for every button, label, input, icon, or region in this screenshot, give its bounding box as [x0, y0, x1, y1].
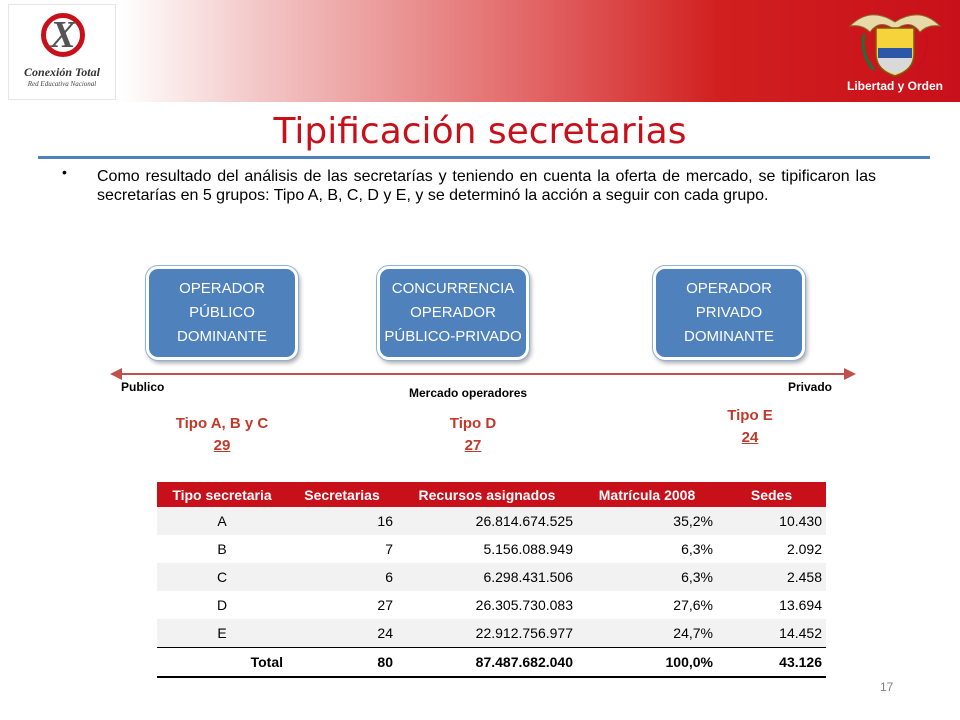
table-row: [157, 563, 826, 591]
cell-recursos: 5.156.088.949: [483, 541, 573, 557]
axis-label-market: Mercado operadores: [409, 386, 528, 400]
cell-recursos: 26.305.730.083: [475, 597, 573, 613]
cell-recursos: 22.912.756.977: [397, 619, 577, 648]
cell-recursos: 6.298.431.506: [397, 563, 577, 591]
box-private-dominant: OPERADOR PRIVADO DOMINANTE: [653, 266, 805, 360]
cell-secretarias: 27: [377, 597, 393, 613]
table-row: [157, 591, 826, 619]
group-d-count: 27: [464, 437, 482, 454]
cell-sedes: 2.092: [786, 541, 822, 557]
cell-tipo: D: [216, 597, 228, 613]
logo-x-icon: X: [50, 14, 76, 56]
total-secretarias: 80: [287, 648, 397, 678]
header-recursos: Recursos asignados: [397, 482, 577, 507]
logo-subtitle: Red Educativa Nacional: [27, 80, 97, 88]
total-recursos: 87.487.682.040: [397, 648, 577, 678]
secretarias-table: [157, 482, 826, 678]
group-abc-count: 29: [213, 437, 231, 454]
header-matricula: Matrícula 2008: [577, 482, 717, 507]
cell-matricula: 6,3%: [577, 563, 717, 591]
box-concurrence: CONCURRENCIA OPERADOR PÚBLICO-PRIVADO: [377, 266, 529, 360]
table-row: [157, 535, 826, 563]
group-d: [423, 413, 523, 457]
title-divider: [38, 156, 930, 159]
logo-name: Conexión Total: [24, 65, 100, 79]
cell-matricula: 35,2%: [577, 507, 717, 535]
cell-tipo: C: [157, 563, 287, 591]
cell-matricula: 6,3%: [681, 541, 713, 557]
box-public-dominant: OPERADOR PÚBLICO DOMINANTE: [146, 266, 298, 360]
market-axis: [108, 362, 858, 386]
page-title: Tipificación secretarias: [273, 111, 687, 152]
table-row: [157, 507, 826, 535]
cell-secretarias: 6: [287, 563, 397, 591]
group-e: [700, 405, 800, 449]
group-abc-label: Tipo A, B y C: [175, 415, 269, 432]
bullet-icon: •: [62, 164, 67, 180]
group-abc: [162, 413, 282, 457]
cell-recursos: 26.814.674.525: [397, 507, 577, 535]
conexion-total-logo: [8, 4, 116, 100]
group-e-count: 24: [741, 429, 759, 446]
group-e-label: Tipo E: [727, 407, 773, 424]
cell-tipo: E: [157, 619, 287, 648]
table-row: [157, 619, 826, 648]
header-secretarias: Secretarias: [287, 482, 397, 507]
total-matricula: 100,0%: [577, 648, 717, 678]
header-sedes: Sedes: [717, 482, 826, 507]
table-header-row: [157, 482, 826, 507]
cell-matricula: 27,6%: [673, 597, 713, 613]
axis-label-public: Publico: [121, 380, 165, 394]
table-total-row: [157, 648, 826, 678]
motto-text: Libertad y Orden: [846, 79, 944, 93]
total-label: Total: [157, 648, 287, 678]
cell-matricula: 24,7%: [577, 619, 717, 648]
header-band: [0, 0, 960, 102]
cell-tipo: A: [157, 507, 287, 535]
cell-sedes: 10.430: [717, 507, 826, 535]
cell-tipo: B: [217, 541, 227, 557]
arrow-right-icon: [844, 368, 856, 380]
header-tipo: Tipo secretaria: [157, 482, 287, 507]
cell-sedes: 13.694: [779, 597, 822, 613]
cell-sedes: 14.452: [717, 619, 826, 648]
total-sedes: 43.126: [717, 648, 826, 678]
cell-secretarias: 24: [287, 619, 397, 648]
arrow-left-icon: [110, 368, 122, 380]
cell-secretarias: 7: [385, 541, 393, 557]
intro-paragraph: Como resultado del análisis de las secretarías y teniendo en cuenta la oferta de mercado, se tipificaron las secretarías en 5 grupos: Tipo A, B, C, D y E, y se determinó la acción a seguir con cada grupo.: [97, 168, 876, 204]
cell-secretarias: 16: [287, 507, 397, 535]
group-d-label: Tipo D: [449, 415, 497, 432]
axis-label-private: Privado: [788, 380, 833, 394]
cell-sedes: 2.458: [717, 563, 826, 591]
coat-of-arms-icon: [840, 4, 950, 80]
page-number: 17: [880, 680, 894, 694]
